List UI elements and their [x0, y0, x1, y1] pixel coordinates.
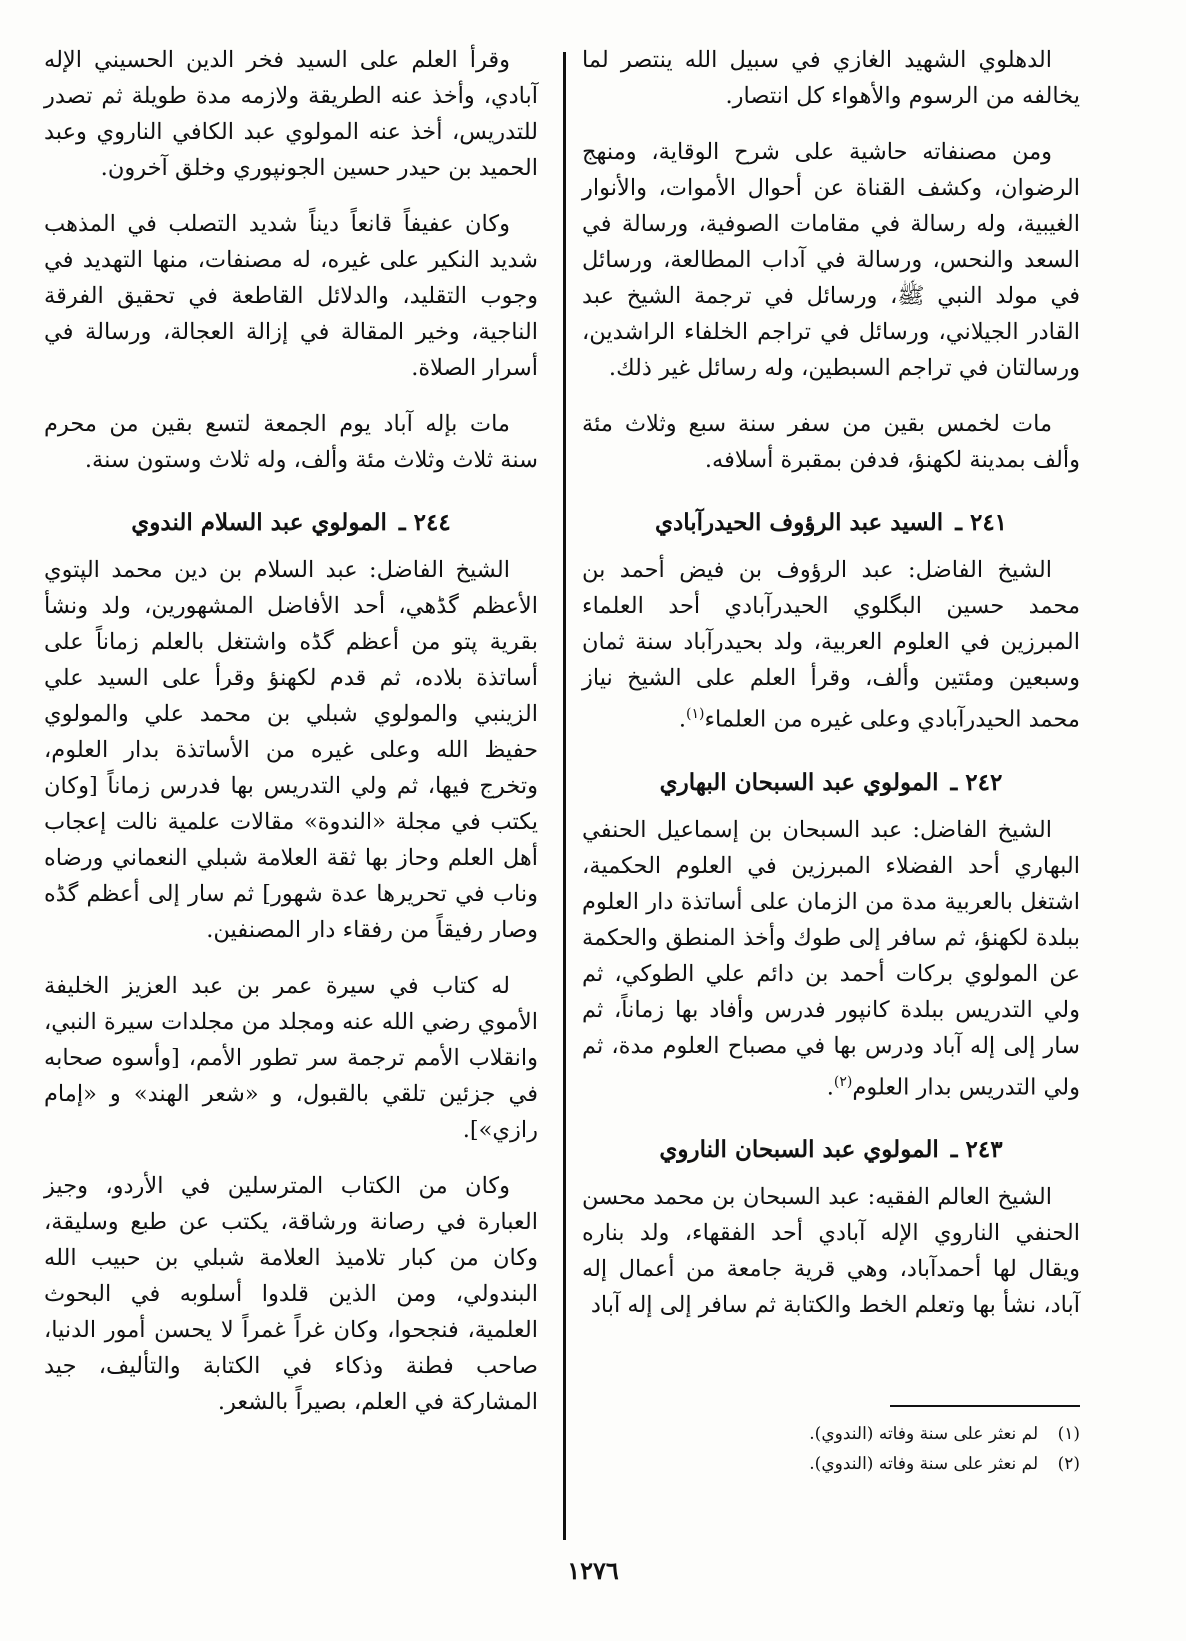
entry-text-243: الشيخ العالم الفقيه: عبد السبحان بن محمد محسن الحنفي الناروي الإله آبادي أحد الفقهاء، ولد بناره ويقال لها أحمدآباد، وهي قرية جامعة من أعمال إله آباد، نشأ بها وتعلم الخط والكتابة ثم سافر إلى إله آباد [582, 1184, 1080, 1318]
entry-heading-244 [44, 506, 538, 540]
footnotes [582, 1405, 1080, 1479]
paragraph: وكان من الكتاب المترسلين في الأردو، وجيز العبارة في رصانة ورشاقة، يكتب عن طبع وسليقة، وكان من كبار تلاميذ العلامة شبلي بن حبيب الله البندولي، ومن الذين قلدوا أسلوبه في البحوث العلمية، فنجحوا، وكان غراً غمراً لا يحسن أمور الدنيا، صاحب فطنة وذكاء في الكتابة والتأليف، جيد المشاركة في العلم، بصيراً بالشعر. [44, 1173, 538, 1415]
footnote-marker: (٢) [833, 1073, 853, 1090]
right-column [582, 42, 1080, 1343]
entry-text: الشيخ الفاضل: عبد السبحان بن إسماعيل الحنفي البهاري أحد الفضلاء المبرزين في العلوم الحكمية، اشتغل بالعربية مدة من الزمان على أساتذة دار العلوم ببلدة لكهنؤ، ثم سافر إلى طوك وأخذ المنطق والحكمة عن المولوي بركات أحمد بن دائم علي الطوكي، ثم ولي التدريس ببلدة كانپور فدرس وأفاد بها زماناً، ثم سار إلى إله آباد ودرس بها في مصباح العلوم مدة، ثم ولي التدريس بدار العلوم [582, 816, 1080, 1100]
footnote-number: (١) [1057, 1424, 1080, 1444]
entry-heading-242 [582, 766, 1080, 800]
footnote-number: (٢) [1057, 1454, 1080, 1474]
paragraph: وقرأ العلم على السيد فخر الدين الحسيني الإله آبادي، وأخذ عنه الطريقة ولازمه مدة طويلة ثم تصدر للتدريس، أخذ عنه المولوي عبد الكافي الناروي وعبد الحميد بن حيدر حسين الجونپوري وخلق آخرون. [44, 47, 538, 181]
entry-number: ٢٤٢ ـ [950, 768, 1003, 796]
footnote-text: لم نعثر على سنة وفاته (الندوي). [809, 1424, 1039, 1444]
footnote-1 [582, 1419, 1080, 1449]
entry-text: الشيخ الفاضل: عبد الرؤوف بن فيض أحمد بن محمد حسين البگلوي الحيدرآبادي أحد العلماء المبرزين في العلوم العربية، ولد بحيدرآباد سنة ثمان وسبعين ومئتين وألف، وقرأ العلم على الشيخ نياز محمد الحيدرآبادي وعلى غيره من العلماء [582, 557, 1080, 733]
entry-text-244: الشيخ الفاضل: عبد السلام بن دين محمد الپتوي الأعظم گڈهي، أحد الأفاضل المشهورين، ولد ونشأ بقرية پتو من أعظم گڈه واشتغل بالعلم زماناً على أساتذة بلاده، ثم قدم لكهنؤ وقرأ على السيد علي الزينبي والمولوي شبلي بن محمد علي والمولوي حفيظ الله وعلى غيره من الأساتذة بدار العلوم، وتخرج فيها، ثم ولي التدريس بها فدرس زماناً [وكان يكتب في مجلة «الندوة» مقالات علمية نالت إعجاب أهل العلم وحاز بها ثقة العلامة شبلي النعماني ورضاه وناب في تحريرها عدة شهور] ثم سار إلى أعظم گڈه وصار رفيقاً من رفقاء دار المصنفين. [44, 557, 538, 943]
entry-title: المولوي عبد السلام الندوي [131, 509, 387, 536]
left-column [44, 42, 538, 1440]
entry-title: المولوي عبد السبحان الناروي [659, 1136, 939, 1163]
paragraph: مات بإله آباد يوم الجمعة لتسع بقين من محرم سنة ثلاث وثلاث مئة وألف، وله ثلاث وستون سنة. [44, 411, 538, 473]
paragraph: مات لخمس بقين من سفر سنة سبع وثلاث مئة وألف بمدينة لكهنؤ، فدفن بمقبرة أسلافه. [582, 411, 1080, 473]
entry-title: السيد عبد الرؤوف الحيدرآبادي [654, 509, 944, 536]
entry-text-242: الشيخ الفاضل: عبد السبحان بن إسماعيل الحنفي البهاري أحد الفضلاء المبرزين في العلوم الحكمية، اشتغل بالعربية مدة من الزمان على أساتذة دار العلوم ببلدة لكهنؤ، ثم سافر إلى طوك وأخذ المنطق والحكمة عن المولوي بركات أحمد بن دائم علي الطوكي، ثم ولي التدريس ببلدة كانپور فدرس وأفاد بها زماناً، ثم سار إلى إله آباد ودرس بها في مصباح العلوم مدة، ثم ولي التدريس بدار العلوم$^{(٢)}$. [582, 816, 1080, 1100]
paragraph: وكان عفيفاً قانعاً ديناً شديد التصلب في المذهب شديد النكير على غيره، له مصنفات، منها التهديد في وجوب التقليد، والدلائل القاطعة في تحقيق الفرقة الناجية، وخير المقالة في إزالة العجالة، ورسالة في أسرار الصلاة. [44, 211, 538, 381]
entry-title: المولوي عبد السبحان البهاري [659, 768, 939, 796]
entry-number: ٢٤١ ـ [955, 509, 1008, 536]
paragraph: ومن مصنفاته حاشية على شرح الوقاية، ومنهج الرضوان، وكشف القناة عن أحوال الأموات، والأنوار الغيبية، وله رسالة في مقامات الصوفية، ورسالة في السعد والنحس، ورسالة في آداب المطالعة، ورسائل في مولد النبي ﷺ، ورسائل في ترجمة الشيخ عبد القادر الجيلاني، ورسائل في تراجم الخلفاء الراشدين، ورسالتان في تراجم السبطين، وله رسائل غير ذلك. [582, 139, 1080, 381]
page-number: ١٢٧٦ [567, 1556, 619, 1585]
paragraph: له كتاب في سيرة عمر بن عبد العزيز الخليفة الأموي رضي الله عنه ومجلد من مجلدات سيرة النبي، وانقلاب الأمم ترجمة سر تطور الأمم، [وأسوه صحابه في جزئين تلقي بالقبول، و «شعر الهند» و «إمام رازي»]. [44, 973, 538, 1143]
footnote-marker: (١) [685, 706, 705, 722]
column-divider [563, 52, 566, 1540]
entry-number: ٢٤٣ ـ [950, 1136, 1003, 1163]
footnote-rule [890, 1405, 1080, 1407]
paragraph: الدهلوي الشهيد الغازي في سبيل الله ينتصر لما يخالفه من الرسوم والأهواء كل انتصار. [582, 47, 1080, 109]
entry-text-241: الشيخ الفاضل: عبد الرؤوف بن فيض أحمد بن محمد حسين البگلوي الحيدرآبادي أحد العلماء المبرزين في العلوم العربية، ولد بحيدرآباد سنة ثمان وسبعين ومئتين وألف، وقرأ العلم على الشيخ نياز محمد الحيدرآبادي وعلى غيره من العلماء$^{(١)}$. [582, 557, 1080, 733]
entry-number: ٢٤٤ ـ [398, 509, 451, 536]
entry-heading-241 [582, 506, 1080, 540]
footnote-text: لم نعثر على سنة وفاته (الندوي). [809, 1454, 1039, 1474]
footnote-2 [582, 1449, 1080, 1479]
entry-heading-243 [582, 1133, 1080, 1167]
